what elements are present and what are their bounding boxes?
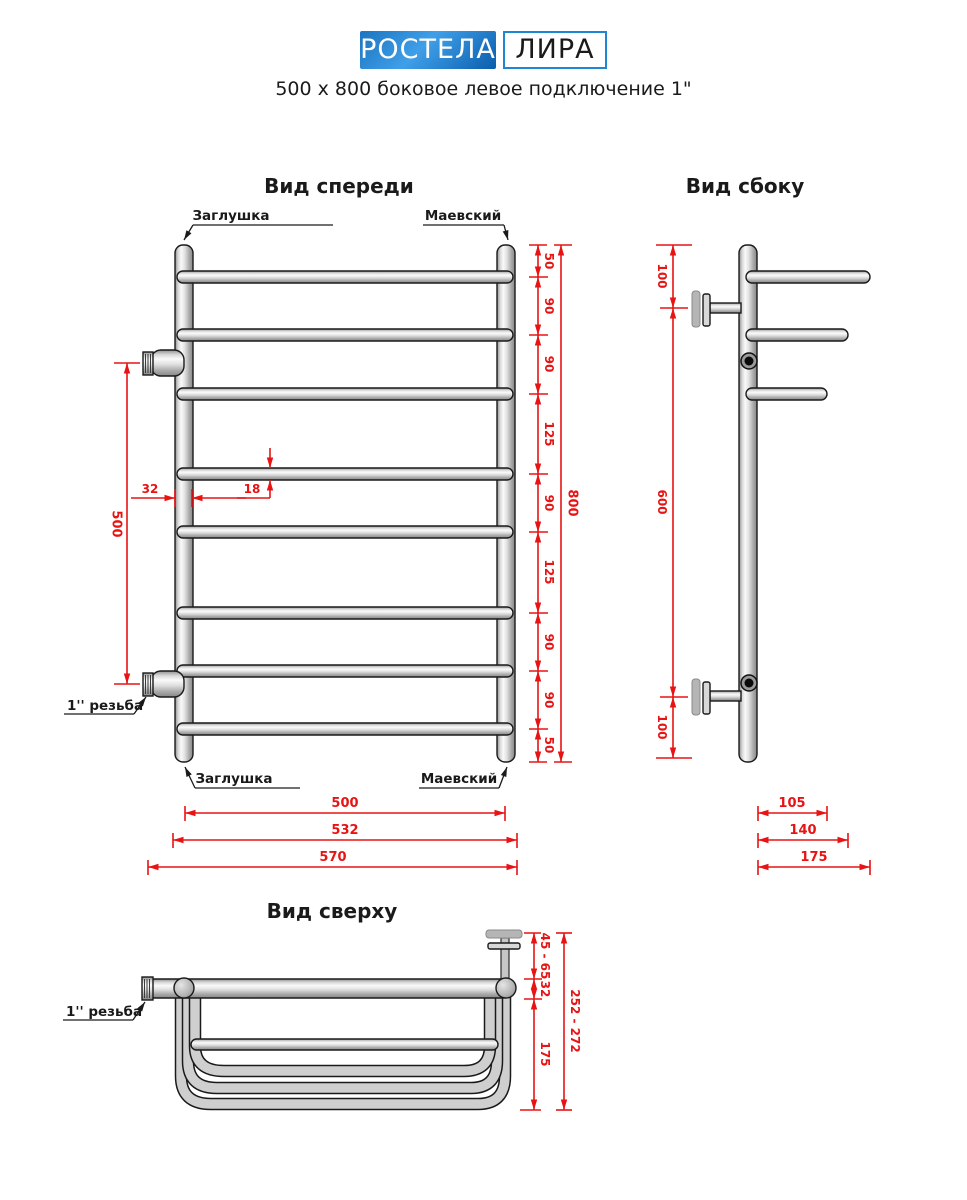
side-height-chain [655, 245, 692, 758]
side-fitting-top [741, 353, 757, 369]
dim-seg-3: 90 [542, 355, 556, 373]
front-callouts [64, 208, 508, 788]
side-view [655, 174, 870, 875]
thread-label-front: 1'' резьба [67, 698, 144, 714]
front-height-chain [529, 245, 580, 762]
front-fitting-bottom [143, 671, 184, 697]
dim-seg-8: 90 [542, 691, 556, 709]
top-collector [142, 977, 516, 1000]
front-fitting-top [143, 350, 184, 376]
plug-label-bottom: Заглушка [195, 771, 273, 787]
top-thread-callout [63, 1002, 145, 1020]
plug-label-top: Заглушка [192, 208, 270, 224]
dim-rung-diameter: 18 [243, 482, 261, 496]
brand-rostela: РОСТЕЛА [360, 31, 496, 69]
brand-logo [0, 31, 967, 69]
dim-seg-9: 50 [542, 736, 556, 754]
top-view-title: Вид сверху [266, 899, 398, 923]
side-rungs [746, 271, 870, 400]
side-bracket-top [692, 291, 741, 327]
side-depth-dims [758, 796, 870, 875]
vent-label-bottom: Маевский [420, 771, 498, 787]
side-bracket-bottom [692, 679, 741, 715]
front-view [64, 174, 580, 875]
dim-seg-4: 125 [542, 421, 556, 447]
dim-seg-5: 90 [542, 494, 556, 512]
front-connection-dim [109, 363, 141, 684]
vent-label-top: Маевский [424, 208, 502, 224]
dim-seg-6: 125 [542, 559, 556, 585]
dim-width-outer: 532 [331, 823, 359, 838]
brand-lira: ЛИРА [503, 31, 607, 69]
thread-label-top-view: 1'' резьба [66, 1004, 143, 1020]
dim-wall-clearance: 45 - 65 [538, 932, 552, 980]
dim-seg-7: 90 [542, 633, 556, 651]
front-rungs [177, 271, 513, 735]
dim-depth-long: 175 [800, 850, 828, 865]
top-depth-chain [520, 933, 582, 1110]
front-view-title: Вид спереди [264, 174, 414, 198]
dim-width-overall: 570 [319, 850, 347, 865]
header [0, 0, 967, 100]
side-fitting-bottom [741, 675, 757, 691]
top-shelf-curves [181, 990, 505, 1104]
product-subtitle: 500 x 800 боковое левое подключение 1" [275, 78, 692, 100]
front-posts [175, 245, 515, 762]
dim-post-diameter: 32 [141, 482, 159, 496]
dim-overall-depth: 252 - 272 [568, 989, 582, 1053]
dim-connection-span: 500 [108, 510, 124, 538]
dim-offset-top: 100 [655, 263, 669, 289]
dim-shelf-depth: 175 [538, 1041, 552, 1067]
dim-tube-diameter: 32 [538, 980, 552, 998]
dim-total-height: 800 [564, 489, 580, 517]
dim-depth-mid: 140 [789, 823, 817, 838]
top-view [63, 899, 582, 1110]
dim-width-centers: 500 [331, 796, 359, 811]
dim-offset-bottom: 100 [655, 714, 669, 740]
front-width-dims [148, 796, 517, 875]
dim-seg-2: 90 [542, 297, 556, 315]
dim-bracket-span: 600 [655, 489, 669, 515]
dim-seg-1: 50 [542, 252, 556, 270]
top-bracket [486, 930, 522, 984]
dim-depth-short: 105 [778, 796, 806, 811]
side-view-title: Вид сбоку [685, 174, 805, 198]
